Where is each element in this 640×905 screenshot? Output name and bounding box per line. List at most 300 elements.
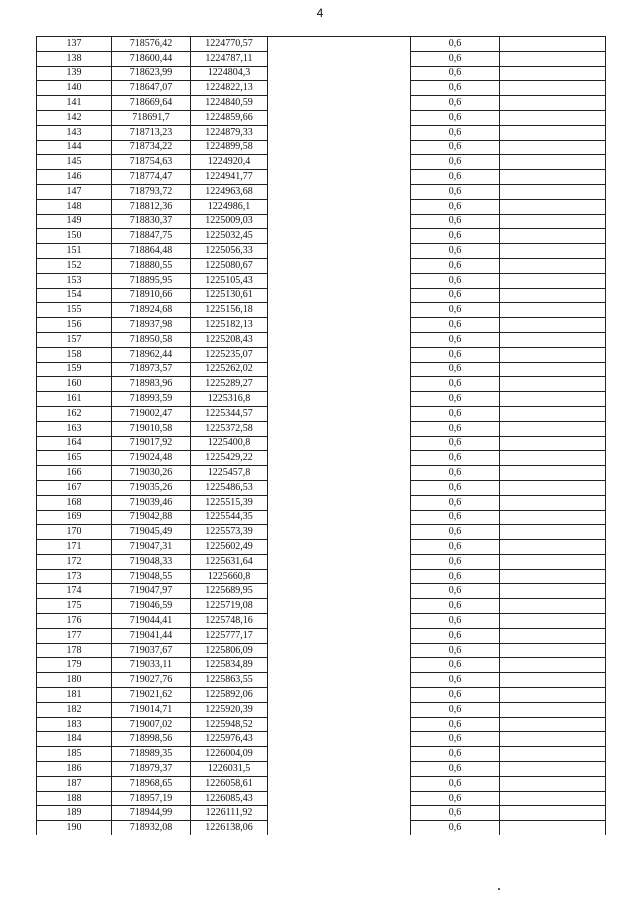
table-row <box>37 392 606 407</box>
point-number-cell: 159 <box>37 362 112 377</box>
empty-cell <box>268 421 411 436</box>
x-coordinate-cell: 718647,07 <box>112 81 191 96</box>
value-cell: 0,6 <box>411 421 500 436</box>
empty-cell <box>500 362 606 377</box>
y-coordinate-cell: 1226085,43 <box>191 791 268 806</box>
empty-cell <box>268 747 411 762</box>
page-number: 4 <box>316 6 324 20</box>
value-cell: 0,6 <box>411 140 500 155</box>
empty-cell <box>268 466 411 481</box>
table-row <box>37 762 606 777</box>
x-coordinate-cell: 718812,36 <box>112 199 191 214</box>
table-row <box>37 51 606 66</box>
empty-cell <box>268 451 411 466</box>
x-coordinate-cell: 718864,48 <box>112 244 191 259</box>
empty-cell <box>268 495 411 510</box>
point-number-cell: 147 <box>37 184 112 199</box>
table-row <box>37 170 606 185</box>
empty-cell <box>268 806 411 821</box>
point-number-cell: 148 <box>37 199 112 214</box>
table-row <box>37 702 606 717</box>
table-row <box>37 273 606 288</box>
value-cell: 0,6 <box>411 540 500 555</box>
y-coordinate-cell: 1225486,53 <box>191 480 268 495</box>
table-row <box>37 628 606 643</box>
empty-cell <box>500 791 606 806</box>
empty-cell <box>268 81 411 96</box>
y-coordinate-cell: 1225777,17 <box>191 628 268 643</box>
empty-cell <box>268 362 411 377</box>
x-coordinate-cell: 719010,58 <box>112 421 191 436</box>
table-row <box>37 821 606 835</box>
table-row <box>37 81 606 96</box>
table-row <box>37 288 606 303</box>
point-number-cell: 142 <box>37 110 112 125</box>
empty-cell <box>500 821 606 835</box>
x-coordinate-cell: 718944,99 <box>112 806 191 821</box>
empty-cell <box>500 258 606 273</box>
table-row <box>37 658 606 673</box>
empty-cell <box>268 436 411 451</box>
table-row <box>37 495 606 510</box>
x-coordinate-cell: 718993,59 <box>112 392 191 407</box>
value-cell: 0,6 <box>411 258 500 273</box>
table-row <box>37 732 606 747</box>
empty-cell <box>268 569 411 584</box>
x-coordinate-cell: 719017,92 <box>112 436 191 451</box>
value-cell: 0,6 <box>411 214 500 229</box>
table-row <box>37 525 606 540</box>
x-coordinate-cell: 719039,46 <box>112 495 191 510</box>
y-coordinate-cell: 1225235,07 <box>191 347 268 362</box>
empty-cell <box>500 51 606 66</box>
x-coordinate-cell: 719021,62 <box>112 688 191 703</box>
empty-cell <box>500 806 606 821</box>
coordinates-table <box>36 36 606 835</box>
value-cell: 0,6 <box>411 199 500 214</box>
point-number-cell: 157 <box>37 332 112 347</box>
empty-cell <box>268 762 411 777</box>
value-cell: 0,6 <box>411 392 500 407</box>
value-cell: 0,6 <box>411 466 500 481</box>
empty-cell <box>268 184 411 199</box>
empty-cell <box>500 170 606 185</box>
empty-cell <box>500 436 606 451</box>
table-row <box>37 377 606 392</box>
point-number-cell: 154 <box>37 288 112 303</box>
value-cell: 0,6 <box>411 480 500 495</box>
x-coordinate-cell: 718989,35 <box>112 747 191 762</box>
value-cell: 0,6 <box>411 702 500 717</box>
x-coordinate-cell: 718691,7 <box>112 110 191 125</box>
x-coordinate-cell: 719044,41 <box>112 614 191 629</box>
y-coordinate-cell: 1225631,64 <box>191 554 268 569</box>
y-coordinate-cell: 1226111,92 <box>191 806 268 821</box>
empty-cell <box>500 466 606 481</box>
table-row <box>37 110 606 125</box>
y-coordinate-cell: 1225573,39 <box>191 525 268 540</box>
x-coordinate-cell: 718957,19 <box>112 791 191 806</box>
point-number-cell: 140 <box>37 81 112 96</box>
value-cell: 0,6 <box>411 658 500 673</box>
y-coordinate-cell: 1225892,06 <box>191 688 268 703</box>
x-coordinate-cell: 719045,49 <box>112 525 191 540</box>
point-number-cell: 146 <box>37 170 112 185</box>
value-cell: 0,6 <box>411 762 500 777</box>
empty-cell <box>500 747 606 762</box>
empty-cell <box>268 51 411 66</box>
empty-cell <box>268 732 411 747</box>
y-coordinate-cell: 1225316,8 <box>191 392 268 407</box>
value-cell: 0,6 <box>411 688 500 703</box>
point-number-cell: 167 <box>37 480 112 495</box>
empty-cell <box>268 821 411 835</box>
empty-cell <box>500 614 606 629</box>
empty-cell <box>500 658 606 673</box>
y-coordinate-cell: 1224986,1 <box>191 199 268 214</box>
value-cell: 0,6 <box>411 673 500 688</box>
table-row <box>37 747 606 762</box>
point-number-cell: 144 <box>37 140 112 155</box>
empty-cell <box>268 273 411 288</box>
value-cell: 0,6 <box>411 436 500 451</box>
y-coordinate-cell: 1224770,57 <box>191 37 268 52</box>
y-coordinate-cell: 1225156,18 <box>191 303 268 318</box>
table-row <box>37 599 606 614</box>
x-coordinate-cell: 719007,02 <box>112 717 191 732</box>
value-cell: 0,6 <box>411 643 500 658</box>
scan-speck <box>498 888 500 890</box>
point-number-cell: 158 <box>37 347 112 362</box>
value-cell: 0,6 <box>411 451 500 466</box>
y-coordinate-cell: 1225182,13 <box>191 318 268 333</box>
empty-cell <box>268 377 411 392</box>
point-number-cell: 162 <box>37 406 112 421</box>
value-cell: 0,6 <box>411 510 500 525</box>
value-cell: 0,6 <box>411 244 500 259</box>
point-number-cell: 179 <box>37 658 112 673</box>
y-coordinate-cell: 1224859,66 <box>191 110 268 125</box>
y-coordinate-cell: 1226031,5 <box>191 762 268 777</box>
empty-cell <box>268 554 411 569</box>
empty-cell <box>268 540 411 555</box>
table-row <box>37 436 606 451</box>
point-number-cell: 149 <box>37 214 112 229</box>
empty-cell <box>268 584 411 599</box>
empty-cell <box>268 214 411 229</box>
value-cell: 0,6 <box>411 362 500 377</box>
point-number-cell: 174 <box>37 584 112 599</box>
y-coordinate-cell: 1225080,67 <box>191 258 268 273</box>
x-coordinate-cell: 718669,64 <box>112 96 191 111</box>
empty-cell <box>500 525 606 540</box>
value-cell: 0,6 <box>411 332 500 347</box>
empty-cell <box>500 569 606 584</box>
x-coordinate-cell: 719002,47 <box>112 406 191 421</box>
table-row <box>37 332 606 347</box>
empty-cell <box>500 628 606 643</box>
empty-cell <box>268 199 411 214</box>
x-coordinate-cell: 718576,42 <box>112 37 191 52</box>
table-row <box>37 125 606 140</box>
empty-cell <box>500 732 606 747</box>
empty-cell <box>268 288 411 303</box>
x-coordinate-cell: 718973,57 <box>112 362 191 377</box>
y-coordinate-cell: 1225834,89 <box>191 658 268 673</box>
empty-cell <box>268 614 411 629</box>
empty-cell <box>500 673 606 688</box>
table-row <box>37 717 606 732</box>
y-coordinate-cell: 1224920,4 <box>191 155 268 170</box>
x-coordinate-cell: 719048,55 <box>112 569 191 584</box>
table-row <box>37 791 606 806</box>
y-coordinate-cell: 1225806,09 <box>191 643 268 658</box>
empty-cell <box>500 421 606 436</box>
x-coordinate-cell: 719046,59 <box>112 599 191 614</box>
empty-cell <box>500 510 606 525</box>
point-number-cell: 181 <box>37 688 112 703</box>
table-row <box>37 451 606 466</box>
empty-cell <box>500 155 606 170</box>
y-coordinate-cell: 1225105,43 <box>191 273 268 288</box>
empty-cell <box>500 554 606 569</box>
point-number-cell: 187 <box>37 776 112 791</box>
table-row <box>37 480 606 495</box>
x-coordinate-cell: 718734,22 <box>112 140 191 155</box>
value-cell: 0,6 <box>411 318 500 333</box>
table-body <box>37 37 606 836</box>
x-coordinate-cell: 718793,72 <box>112 184 191 199</box>
x-coordinate-cell: 719048,33 <box>112 554 191 569</box>
point-number-cell: 184 <box>37 732 112 747</box>
y-coordinate-cell: 1225208,43 <box>191 332 268 347</box>
empty-cell <box>268 688 411 703</box>
point-number-cell: 178 <box>37 643 112 658</box>
table-row <box>37 303 606 318</box>
y-coordinate-cell: 1225689,95 <box>191 584 268 599</box>
table-row <box>37 510 606 525</box>
value-cell: 0,6 <box>411 821 500 835</box>
y-coordinate-cell: 1225948,52 <box>191 717 268 732</box>
value-cell: 0,6 <box>411 377 500 392</box>
x-coordinate-cell: 719027,76 <box>112 673 191 688</box>
empty-cell <box>500 599 606 614</box>
empty-cell <box>268 37 411 52</box>
empty-cell <box>268 658 411 673</box>
point-number-cell: 145 <box>37 155 112 170</box>
point-number-cell: 176 <box>37 614 112 629</box>
empty-cell <box>500 244 606 259</box>
empty-cell <box>500 110 606 125</box>
x-coordinate-cell: 718937,98 <box>112 318 191 333</box>
empty-cell <box>268 347 411 362</box>
table-row <box>37 37 606 52</box>
x-coordinate-cell: 718880,55 <box>112 258 191 273</box>
point-number-cell: 143 <box>37 125 112 140</box>
empty-cell <box>500 303 606 318</box>
point-number-cell: 166 <box>37 466 112 481</box>
x-coordinate-cell: 719047,31 <box>112 540 191 555</box>
point-number-cell: 141 <box>37 96 112 111</box>
table-row <box>37 806 606 821</box>
point-number-cell: 189 <box>37 806 112 821</box>
y-coordinate-cell: 1226138,06 <box>191 821 268 835</box>
empty-cell <box>500 214 606 229</box>
empty-cell <box>500 392 606 407</box>
empty-cell <box>500 643 606 658</box>
value-cell: 0,6 <box>411 184 500 199</box>
value-cell: 0,6 <box>411 569 500 584</box>
y-coordinate-cell: 1224840,59 <box>191 96 268 111</box>
x-coordinate-cell: 718830,37 <box>112 214 191 229</box>
table-row <box>37 540 606 555</box>
y-coordinate-cell: 1225748,16 <box>191 614 268 629</box>
x-coordinate-cell: 718924,68 <box>112 303 191 318</box>
value-cell: 0,6 <box>411 599 500 614</box>
table-row <box>37 673 606 688</box>
point-number-cell: 138 <box>37 51 112 66</box>
empty-cell <box>268 170 411 185</box>
value-cell: 0,6 <box>411 791 500 806</box>
empty-cell <box>268 229 411 244</box>
value-cell: 0,6 <box>411 406 500 421</box>
x-coordinate-cell: 719041,44 <box>112 628 191 643</box>
point-number-cell: 183 <box>37 717 112 732</box>
y-coordinate-cell: 1225009,03 <box>191 214 268 229</box>
point-number-cell: 168 <box>37 495 112 510</box>
x-coordinate-cell: 719037,67 <box>112 643 191 658</box>
empty-cell <box>500 584 606 599</box>
empty-cell <box>268 480 411 495</box>
x-coordinate-cell: 718968,65 <box>112 776 191 791</box>
value-cell: 0,6 <box>411 584 500 599</box>
point-number-cell: 152 <box>37 258 112 273</box>
y-coordinate-cell: 1224787,11 <box>191 51 268 66</box>
empty-cell <box>268 643 411 658</box>
point-number-cell: 170 <box>37 525 112 540</box>
table-row <box>37 688 606 703</box>
y-coordinate-cell: 1225602,49 <box>191 540 268 555</box>
table-row <box>37 776 606 791</box>
empty-cell <box>268 244 411 259</box>
x-coordinate-cell: 718983,96 <box>112 377 191 392</box>
value-cell: 0,6 <box>411 170 500 185</box>
table-row <box>37 643 606 658</box>
value-cell: 0,6 <box>411 717 500 732</box>
value-cell: 0,6 <box>411 125 500 140</box>
y-coordinate-cell: 1225262,02 <box>191 362 268 377</box>
point-number-cell: 161 <box>37 392 112 407</box>
table-row <box>37 258 606 273</box>
x-coordinate-cell: 718600,44 <box>112 51 191 66</box>
empty-cell <box>268 318 411 333</box>
empty-cell <box>500 762 606 777</box>
table-row <box>37 66 606 81</box>
empty-cell <box>500 37 606 52</box>
y-coordinate-cell: 1224804,3 <box>191 66 268 81</box>
value-cell: 0,6 <box>411 347 500 362</box>
point-number-cell: 190 <box>37 821 112 835</box>
point-number-cell: 169 <box>37 510 112 525</box>
empty-cell <box>500 406 606 421</box>
x-coordinate-cell: 719024,48 <box>112 451 191 466</box>
y-coordinate-cell: 1225372,58 <box>191 421 268 436</box>
table-row <box>37 554 606 569</box>
y-coordinate-cell: 1226004,09 <box>191 747 268 762</box>
table-row <box>37 214 606 229</box>
empty-cell <box>500 776 606 791</box>
value-cell: 0,6 <box>411 81 500 96</box>
x-coordinate-cell: 718962,44 <box>112 347 191 362</box>
empty-cell <box>500 688 606 703</box>
point-number-cell: 155 <box>37 303 112 318</box>
value-cell: 0,6 <box>411 96 500 111</box>
y-coordinate-cell: 1224963,68 <box>191 184 268 199</box>
empty-cell <box>500 540 606 555</box>
empty-cell <box>500 702 606 717</box>
table-row <box>37 199 606 214</box>
empty-cell <box>268 717 411 732</box>
empty-cell <box>268 791 411 806</box>
empty-cell <box>500 81 606 96</box>
point-number-cell: 163 <box>37 421 112 436</box>
y-coordinate-cell: 1225056,33 <box>191 244 268 259</box>
empty-cell <box>500 451 606 466</box>
point-number-cell: 150 <box>37 229 112 244</box>
empty-cell <box>500 199 606 214</box>
x-coordinate-cell: 719033,11 <box>112 658 191 673</box>
empty-cell <box>500 184 606 199</box>
table-row <box>37 466 606 481</box>
table-row <box>37 614 606 629</box>
table-row <box>37 155 606 170</box>
y-coordinate-cell: 1224899,58 <box>191 140 268 155</box>
point-number-cell: 156 <box>37 318 112 333</box>
empty-cell <box>268 96 411 111</box>
table-row <box>37 140 606 155</box>
y-coordinate-cell: 1224879,33 <box>191 125 268 140</box>
y-coordinate-cell: 1225344,57 <box>191 406 268 421</box>
point-number-cell: 165 <box>37 451 112 466</box>
y-coordinate-cell: 1225032,45 <box>191 229 268 244</box>
x-coordinate-cell: 718895,95 <box>112 273 191 288</box>
empty-cell <box>268 673 411 688</box>
value-cell: 0,6 <box>411 495 500 510</box>
empty-cell <box>500 229 606 244</box>
x-coordinate-cell: 718847,75 <box>112 229 191 244</box>
empty-cell <box>500 288 606 303</box>
value-cell: 0,6 <box>411 747 500 762</box>
empty-cell <box>500 480 606 495</box>
point-number-cell: 164 <box>37 436 112 451</box>
value-cell: 0,6 <box>411 51 500 66</box>
empty-cell <box>268 110 411 125</box>
x-coordinate-cell: 719030,26 <box>112 466 191 481</box>
x-coordinate-cell: 718950,58 <box>112 332 191 347</box>
point-number-cell: 172 <box>37 554 112 569</box>
value-cell: 0,6 <box>411 614 500 629</box>
value-cell: 0,6 <box>411 273 500 288</box>
empty-cell <box>268 406 411 421</box>
empty-cell <box>268 510 411 525</box>
empty-cell <box>268 599 411 614</box>
table-row <box>37 584 606 599</box>
table-row <box>37 318 606 333</box>
y-coordinate-cell: 1225544,35 <box>191 510 268 525</box>
x-coordinate-cell: 719047,97 <box>112 584 191 599</box>
x-coordinate-cell: 718754,63 <box>112 155 191 170</box>
y-coordinate-cell: 1225429,22 <box>191 451 268 466</box>
